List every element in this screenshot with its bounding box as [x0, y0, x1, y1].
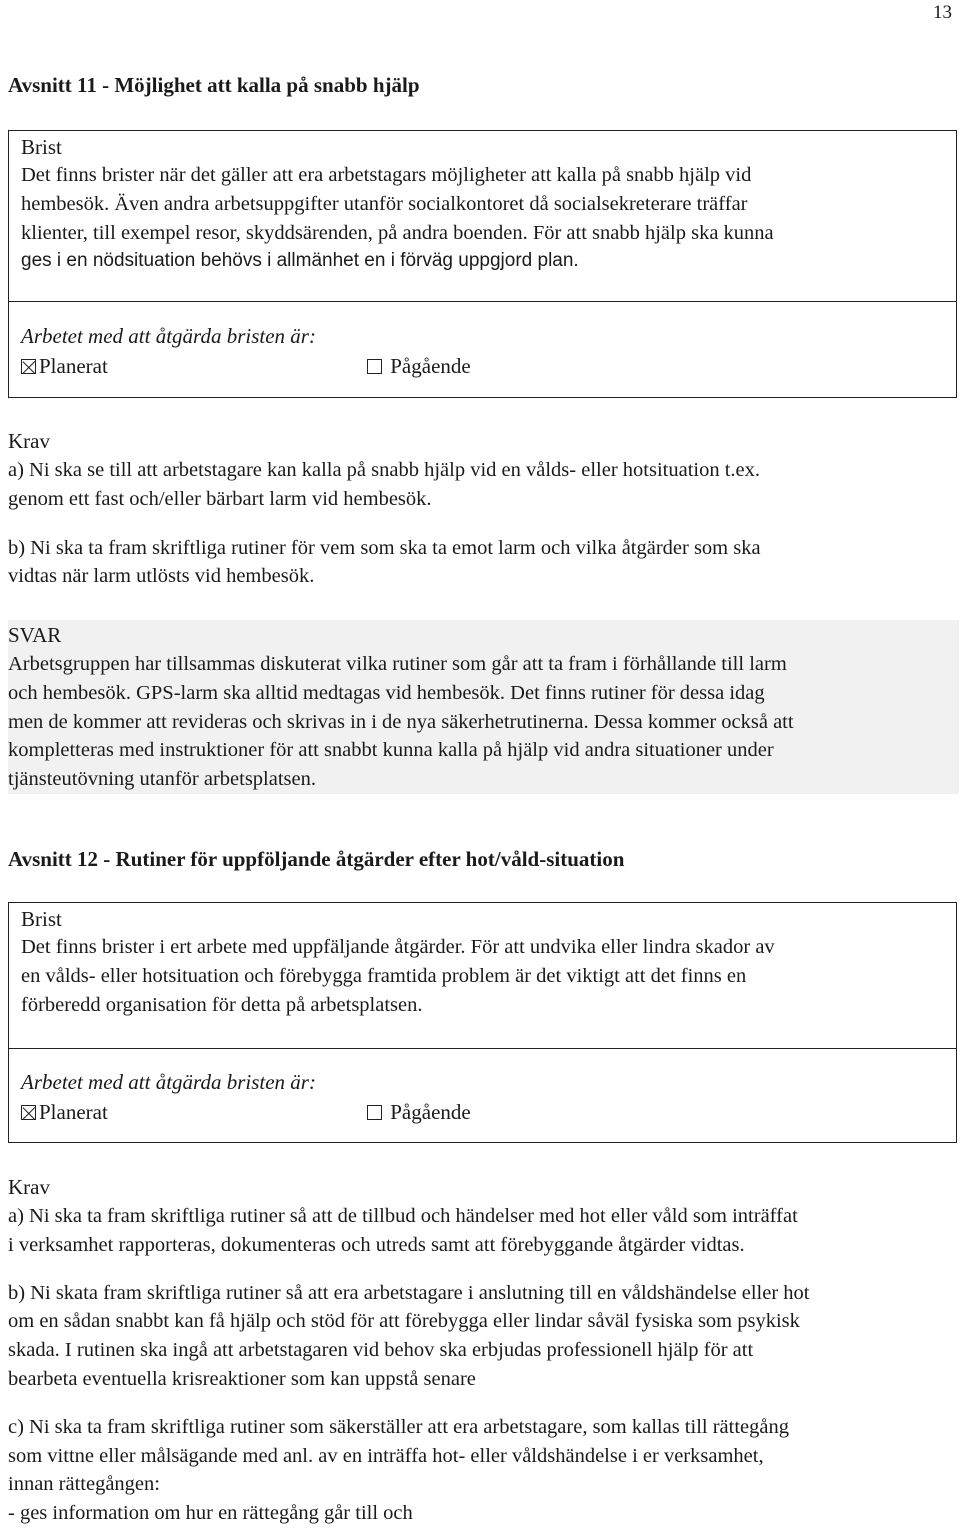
svar-line: och hembesök. GPS-larm ska alltid medtagas vid hembesök. Det finns rutiner för dessa idag: [8, 681, 765, 704]
status-ongoing-label: Pågående: [390, 354, 471, 378]
brist-line: klienter, till exempel resor, skyddsärenden, på andra boenden. För att snabb hjälp ska kunna: [21, 221, 774, 244]
status-title: Arbetet med att åtgärda bristen är:: [21, 324, 316, 348]
status-ongoing-label: Pågående: [390, 1100, 471, 1124]
empty-box-icon: [367, 359, 382, 374]
status-checks: [21, 1097, 944, 1127]
section-12-heading: Avsnitt 12 - Rutiner för uppföljande åtgärder efter hot/våld-situation: [8, 847, 625, 871]
status-planned-label: Planerat: [39, 1100, 108, 1124]
krav-c-line: innan rättegången:: [8, 1473, 160, 1496]
krav-c-line: - ges information om hur en rättegång går till och: [8, 1502, 413, 1525]
krav-b-line: b) Ni skata fram skriftliga rutiner så att era arbetstagare i anslutning till en våldshändelse eller hot: [8, 1281, 810, 1304]
section-11-krav: [8, 426, 954, 591]
brist-line: ges i en nödsituation behövs i allmänhet en i förväg uppgjord plan.: [21, 250, 579, 272]
status-ongoing-checkbox[interactable]: [367, 1097, 471, 1127]
svar-line: kompletteras med instruktioner för att snabbt kunna kalla på hjälp vid andra situationer under: [8, 739, 774, 762]
brist-line: Det finns brister i ert arbete med uppfäljande åtgärder. För att undvika eller lindra skador av: [21, 936, 775, 958]
brist-label: Brist: [21, 135, 62, 159]
empty-box-icon: [367, 1105, 382, 1120]
krav-a-line: genom ett fast och/eller bärbart larm vid hembesök.: [8, 487, 432, 510]
krav-a-line: a) Ni ska se till att arbetstagare kan kalla på snabb hjälp vid en vålds- eller hotsituation t.ex.: [8, 459, 761, 481]
section-11-svar: [8, 620, 959, 794]
status-ongoing-checkbox[interactable]: [367, 351, 471, 381]
page-number: 13: [933, 2, 952, 23]
krav-c-line: c) Ni ska ta fram skriftliga rutiner som säkerställer att era arbetstagare, som kallas till rättegång: [8, 1415, 789, 1438]
status-title: Arbetet med att åtgärda bristen är:: [21, 1070, 316, 1094]
brist-line: Det finns brister när det gäller att era arbetstagars möjligheter att kalla på snabb hjälp vid: [21, 164, 752, 186]
status-planned-checkbox[interactable]: [21, 351, 108, 381]
section-12-brist-box: [8, 902, 957, 1049]
section-11-heading: Avsnitt 11 - Möjlighet att kalla på snabb hjälp: [8, 73, 420, 97]
svar-line: tjänsteutövning utanför arbetsplatsen.: [8, 768, 316, 791]
krav-a-line: i verksamhet rapporteras, dokumenteras och utreds samt att förebyggande åtgärder vidtas.: [8, 1233, 745, 1256]
checked-box-icon: [21, 359, 36, 374]
status-planned-checkbox[interactable]: [21, 1097, 108, 1127]
section-11-brist-box: [8, 130, 957, 302]
status-checks: [21, 351, 944, 381]
krav-b-line: om en sådan snabbt kan få hjälp och stöd för att förebygga eller lindar såväl fysiska som psykisk: [8, 1310, 800, 1333]
krav-label: Krav: [8, 1175, 50, 1199]
brist-label: Brist: [21, 907, 62, 931]
krav-b-line: b) Ni ska ta fram skriftliga rutiner för vem som ska ta emot larm och vilka åtgärder som ska: [8, 536, 761, 559]
krav-c-line: som vittne eller målsägande med anl. av en inträffa hot- eller våldshändelse i er verksamhet,: [8, 1444, 764, 1467]
brist-line: en vålds- eller hotsituation och förebygga framtida problem är det viktigt att det finns en: [21, 964, 747, 987]
krav-label: Krav: [8, 429, 50, 453]
krav-b-line: vidtas när larm utlösts vid hembesök.: [8, 565, 315, 588]
brist-line: hembesök. Även andra arbetsuppgifter utanför socialkontoret då socialsekreterare träffar: [21, 192, 748, 215]
status-planned-label: Planerat: [39, 354, 108, 378]
krav-a-line: a) Ni ska ta fram skriftliga rutiner så att de tillbud och händelser med hot eller våld som inträffat: [8, 1205, 798, 1227]
section-12-krav: [8, 1172, 954, 1528]
section-11-status-box: [8, 302, 957, 398]
section-12-status-box: [8, 1049, 957, 1143]
svar-label: SVAR: [8, 623, 62, 647]
svar-line: Arbetsgruppen har tillsammas diskuterat vilka rutiner som går att ta fram i förhållande till larm: [8, 653, 787, 675]
krav-b-line: bearbeta eventuella krisreaktioner som kan uppstå senare: [8, 1367, 476, 1390]
krav-b-line: skada. I rutinen ska ingå att arbetstagaren vid behov ska erbjudas professionell hjälp för att: [8, 1339, 754, 1362]
brist-line: förberedd organisation för detta på arbetsplatsen.: [21, 993, 423, 1016]
checked-box-icon: [21, 1105, 36, 1120]
svar-line: men de kommer att revideras och skrivas in i de nya säkerhetrutinerna. Dessa kommer också att: [8, 710, 794, 733]
